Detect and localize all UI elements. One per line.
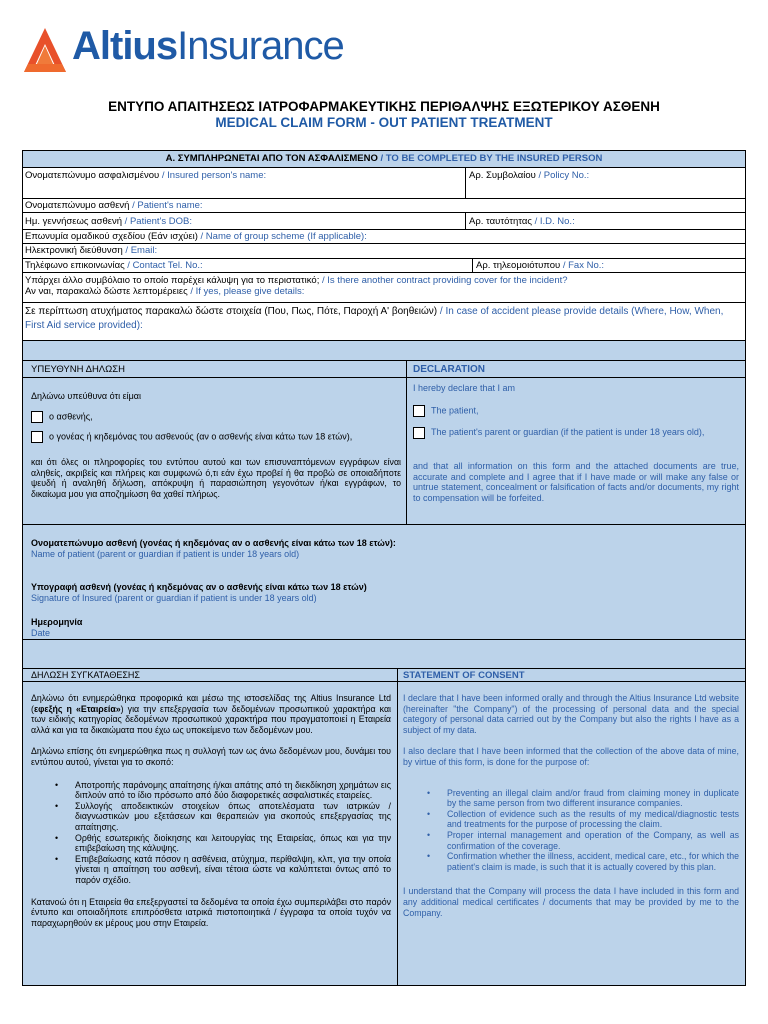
email-label-en: / Email: (122, 245, 158, 256)
patient-name-sign-label-en: Name of patient (parent or guardian if patient is under 18 years old) (31, 549, 300, 559)
dob-label-gr: Ημ. γεννήσεως ασθενή (25, 216, 123, 227)
consent-p1-gr-a: Δηλώνω ότι ενημερώθηκα προφορικά και μέσω της ιστοσελίδας της Altius Insurance Ltd ( (31, 693, 391, 714)
insured-name-field[interactable] (25, 170, 266, 181)
list-item: • Preventing an illegal claim and/or fraud from claiming money in duplicate by the same person from two different insurance companies. (403, 788, 739, 809)
section-a-header-en: / TO BE COMPLETED BY THE INSURED PERSON (377, 153, 603, 164)
other-contract-row[interactable] (23, 273, 745, 303)
patient-name-sign-field[interactable] (31, 538, 396, 560)
claim-form (22, 150, 746, 986)
group-label-en: / Name of group scheme (If applicable): (197, 231, 367, 242)
patient-name-sign-label-gr: Ονοματεπώνυμο ασθενή (γονέας ή κηδεμόνας αν ο ασθενής είναι κάτω των 18 ετών): (31, 538, 396, 548)
section-a-header (23, 151, 745, 168)
declaration-intro-en: I hereby declare that I am (413, 383, 516, 393)
date-label-gr: Ημερομηνία (31, 617, 83, 627)
fax-label-gr: Αρ. τηλεομοιότυπου (476, 260, 561, 271)
insured-name-row (23, 168, 745, 199)
tel-label-gr: Τηλέφωνο επικοινωνίας (25, 260, 125, 271)
dob-field[interactable] (25, 216, 192, 227)
tel-field[interactable] (25, 260, 203, 271)
declaration-header-gr: ΥΠΕΥΘΥΝΗ ΔΗΛΩΣΗ (31, 364, 125, 375)
patient-name-label-en: / Patient's name: (129, 200, 203, 211)
form-title-greek: ΕΝΤΥΠΟ ΑΠΑΙΤΗΣΕΩΣ ΙΑΤΡΟΦΑΡΜΑΚΕΥΤΙΚΗΣ ΠΕΡΙΘΑΛΨΗΣ ΕΞΩΤΕΡΙΚΟΥ ΑΣΘΕΝΗ (108, 99, 660, 114)
declaration-block (23, 361, 745, 525)
logo-brand-bold: Altius (72, 24, 178, 68)
list-item: • Confirmation whether the illness, accident, medical care, etc., for which the patient's claim is made, is such that it is actually covered by this plan. (403, 851, 739, 872)
policy-label-en: / Policy No.: (535, 170, 590, 181)
spacer-band (23, 341, 745, 361)
consent-p2-en: I also declare that I have been informed that the collection of the above data of mine, by virtue of this form, is done for the purpose of: (403, 746, 739, 767)
date-label-en: Date (31, 628, 51, 638)
declaration-option-parent-en (413, 427, 738, 439)
group-scheme-row[interactable] (23, 230, 745, 244)
fax-field[interactable] (476, 260, 604, 271)
consent-header-en: STATEMENT OF CONSENT (403, 670, 525, 681)
consent-header-gr: ΔΗΛΩΣΗ ΣΥΓΚΑΤΑΘΕΣΗΣ (31, 670, 140, 680)
list-item: • Ορθής εσωτερικής διοίκησης και λειτουργίας της Εταιρείας, όπως και για την επιβεβαίωση της κάλυψης. (31, 833, 391, 854)
consent-column-gr (31, 693, 391, 928)
logo-mark-icon (22, 26, 68, 74)
checkbox-patient-en[interactable] (413, 405, 425, 417)
declaration-intro-gr: Δηλώνω υπεύθυνα ότι είμαι (31, 391, 141, 401)
consent-bullets-gr (31, 780, 391, 886)
date-field[interactable] (31, 617, 82, 639)
id-label-en: / I.D. No.: (531, 216, 575, 227)
dob-label-en: / Patient's DOB: (122, 216, 192, 227)
consent-p1-gr-c: ) για την επεξεργασία των δεδομένων προσωπικού χαρακτήρα και των ειδικής κατηγορίας δεδομένων προσωπικού χαρακτήρα που πραγματοποιεί η Εταιρεία αλλά και για τα δικαιώματα που έχω ως υποκείμενο των δεδομένων μου. (31, 703, 391, 735)
option-parent-label-gr: ο γονέας ή κηδεμόνας του ασθενούς (αν ο ασθενής είναι κάτω των 18 ετών), (49, 431, 353, 442)
insured-name-label-gr: Ονοματεπώνυμο ασφαλισμένου (25, 170, 160, 181)
list-item: • Collection of evidence such as the results of my medical/diagnostic tests and treatments for the purpose of processing the claim. (403, 809, 739, 830)
signature-field[interactable] (31, 582, 367, 604)
group-label-gr: Επωνυμία ομαδικού σχεδίου (Εάν ισχύει) (25, 231, 198, 242)
accident-details-row[interactable] (23, 303, 745, 341)
checkbox-parent-en[interactable] (413, 427, 425, 439)
checkbox-patient-gr[interactable] (31, 411, 43, 423)
consent-p3-gr: Κατανοώ ότι η Εταιρεία θα επεξεργαστεί τα δεδομένα τα οποία έχω συμπεριλάβει στο παρόν έντυπο και οποιαδήποτε επιπρόσθετα ιατρικά πιστοποιητικά / έγγραφα τα οποία τυχόν να παραχωρηθούν εκ μέρους μου στην Εταιρεία. (31, 896, 391, 928)
policy-no-field[interactable] (469, 170, 589, 181)
email-label-gr: Ηλεκτρονική διεύθυνση (25, 245, 123, 256)
option-parent-label-en: The patient's parent or guardian (if the patient is under 18 years old), (431, 427, 705, 437)
consent-column-en (403, 693, 739, 918)
consent-p1-en: I declare that I have been informed orally and through the Altius Insurance Ltd website (hereinafter "the Company") of the processing of personal data and the special category of personal data carried out by the Company but also the rights I have as a subject of my data. (403, 693, 739, 735)
tel-label-en: / Contact Tel. No.: (124, 260, 203, 271)
declaration-option-patient-gr (31, 411, 93, 423)
fax-label-en: / Fax No.: (560, 260, 605, 271)
consent-bullets-en (403, 788, 739, 873)
option-patient-label-gr: ο ασθενής, (49, 411, 93, 422)
accident-label-en: / In case of accident please provide details (Where, How, When, First Aid service provided): (25, 306, 724, 331)
list-item: • Συλλογής αποδεικτικών στοιχείων όπως αποτελέσματα των ιατρικών / διαγνωστικών μου εξετάσεων και θεραπειών για σκοπούς επεξεργασίας της απαίτησης. (31, 801, 391, 833)
dob-row (23, 213, 745, 230)
form-title-english: MEDICAL CLAIM FORM - OUT PATIENT TREATMENT (215, 115, 553, 130)
company-logo (22, 24, 382, 76)
consent-p2-gr: Δηλώνω επίσης ότι ενημερώθηκα πως η συλλογή των ως άνω δεδομένων μου, δυνάμει του εντύπου αυτού, γίνεται για το σκοπό: (31, 746, 391, 767)
declaration-option-patient-en (413, 405, 479, 417)
consent-p1-gr-b: εφεξής η «Εταιρεία» (33, 703, 121, 714)
consent-block (23, 669, 745, 985)
signature-block (23, 525, 745, 669)
accident-label-gr: Σε περίπτωση ατυχήματος παρακαλώ δώστε στοιχεία (Που, Πως, Πότε, Παροχή Α' βοηθειών) (25, 306, 438, 317)
declaration-body-gr: και ότι όλες οι πληροφορίες του εντύπου αυτού και των επισυναπτόμενων εγγράφων είναι αληθείς, ακριβείς και πλήρεις και συμφωνώ ό,τι εάν έχω προβεί ή θα προβώ σε οποιαδήποτε ψευδή ή αναληθή δήλωση, απόκρυψη ή παρασιώπηση γεγονότων ή/και εγγράφων, το δικαίωμα μου για αποζημίωση θα χαθεί πλήρως. (31, 457, 401, 499)
list-item: • Αποτροπής παράνομης απαίτησης ή/και απάτης από τη διεκδίκηση χρημάτων εις διπλούν από το ίδιο πρόσωπο από δύο διαφορετικές ασφαλιστικές εταιρείες. (31, 780, 391, 801)
insured-name-label-en: / Insured person's name: (159, 170, 267, 181)
declaration-header-en: DECLARATION (413, 364, 486, 375)
signature-label-gr: Υπογραφή ασθενή (γονέας ή κηδεμόνας αν ο ασθενής είναι κάτω των 18 ετών) (31, 582, 367, 592)
list-item: • Επιβεβαίωσης κατά πόσον η ασθένεια, ατύχημα, περίθαλψη, κλπ, για την οποία γίνεται η απαίτηση του ασθενή, είναι τέτοια ώστε να καλύπτεται όντως από το παρόν σχέδιο. (31, 854, 391, 886)
option-patient-label-en: The patient, (431, 405, 479, 416)
id-label-gr: Αρ. ταυτότητας (469, 216, 532, 227)
other-contract-label-en: / Is there another contract providing cover for the incident? (319, 275, 568, 286)
list-item: • Proper internal management and operation of the Company, as well as confirmation of the coverage. (403, 830, 739, 851)
id-no-field[interactable] (469, 216, 575, 227)
patient-name-row[interactable] (23, 199, 745, 213)
section-a-header-gr: Α. ΣΥΜΠΛΗΡΩΝΕΤΑΙ ΑΠΟ ΤΟΝ ΑΣΦΑΛΙΣΜΕΝΟ (165, 153, 378, 164)
signature-label-en: Signature of Insured (parent or guardian if patient is under 18 years old) (31, 593, 317, 603)
patient-name-label-gr: Ονοματεπώνυμο ασθενή (25, 200, 130, 211)
consent-p1-gr (31, 693, 391, 735)
declaration-body-en: and that all information on this form and the attached documents are true, accurate and complete and I agree that if I have made or will make any false or untrue statement, concealment or falsification of facts and/or documents, my right to compensation will be forfeited. (413, 461, 739, 503)
checkbox-parent-gr[interactable] (31, 431, 43, 443)
consent-p3-en: I understand that the Company will process the data I have included in this form and any additional medical certificates / documents that may be provided by me to the Company. (403, 886, 739, 918)
policy-label-gr: Αρ. Συμβολαίου (469, 170, 536, 181)
other-contract-label-gr: Υπάρχει άλλο συμβόλαιο το οποίο παρέχει κάλυψη για το περιστατικό; (25, 275, 320, 286)
details-label-gr: Αν ναι, παρακαλώ δώστε λεπτομέρειες (25, 286, 188, 297)
logo-brand-light: Insurance (177, 24, 344, 68)
email-row[interactable] (23, 244, 745, 259)
declaration-option-parent-gr (31, 431, 352, 443)
tel-row (23, 259, 745, 273)
details-label-en: / If yes, please give details: (187, 286, 305, 297)
